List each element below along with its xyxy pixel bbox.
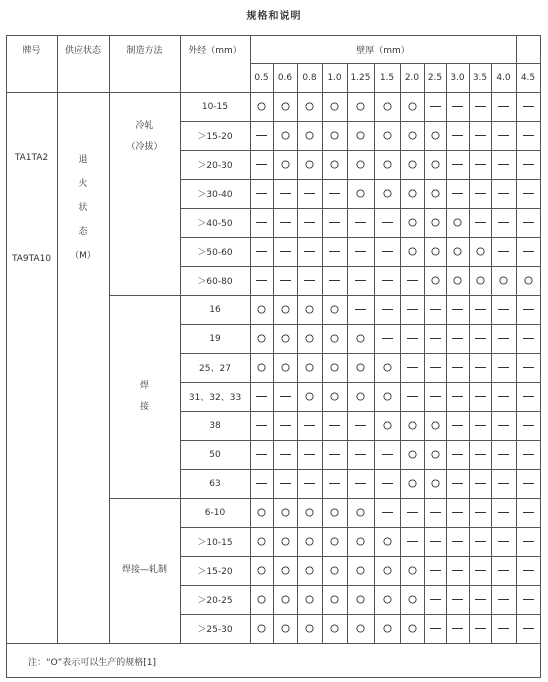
available-mark [400, 179, 424, 208]
unavailable-mark [516, 150, 540, 179]
unavailable-mark [297, 179, 322, 208]
outer-diameter-cell: ＞30-40 [197, 190, 233, 200]
grade-label: TA9TA10 [11, 254, 52, 264]
grade-cell [6, 92, 57, 643]
available-mark [347, 585, 374, 614]
unavailable-mark [273, 382, 297, 411]
unavailable-mark [297, 469, 322, 498]
unavailable-mark [374, 498, 400, 527]
outer-diameter-cell: 38 [209, 420, 221, 431]
available-mark [400, 237, 424, 266]
unavailable-mark [516, 614, 540, 643]
available-mark [469, 266, 491, 295]
header-wall-0.6: 0.6 [277, 72, 293, 83]
unavailable-mark [469, 208, 491, 237]
available-mark [250, 324, 273, 353]
unavailable-mark [400, 324, 424, 353]
available-mark [322, 150, 347, 179]
available-mark [322, 121, 347, 150]
unavailable-mark [469, 295, 491, 324]
available-mark [250, 614, 273, 643]
unavailable-mark [322, 208, 347, 237]
unavailable-mark [424, 556, 446, 585]
header-outer-diameter: 外经（mm） [188, 45, 242, 56]
unavailable-mark [347, 469, 374, 498]
unavailable-mark [250, 179, 273, 208]
unavailable-mark [491, 92, 516, 121]
available-mark [400, 92, 424, 121]
unavailable-mark [250, 411, 273, 440]
unavailable-mark [424, 498, 446, 527]
supply-state-char: 退 [78, 155, 88, 165]
available-mark [322, 527, 347, 556]
available-mark [322, 92, 347, 121]
unavailable-mark [491, 150, 516, 179]
available-mark [250, 556, 273, 585]
unavailable-mark [491, 440, 516, 469]
unavailable-mark [491, 179, 516, 208]
unavailable-mark [491, 498, 516, 527]
available-mark [273, 527, 297, 556]
unavailable-mark [424, 382, 446, 411]
available-mark [273, 614, 297, 643]
available-mark [374, 92, 400, 121]
unavailable-mark [424, 585, 446, 614]
unavailable-mark [446, 121, 469, 150]
unavailable-mark [446, 150, 469, 179]
unavailable-mark [374, 237, 400, 266]
available-mark [400, 411, 424, 440]
unavailable-mark [273, 411, 297, 440]
unavailable-mark [469, 121, 491, 150]
unavailable-mark [322, 266, 347, 295]
available-mark [297, 614, 322, 643]
unavailable-mark [516, 353, 540, 382]
unavailable-mark [322, 237, 347, 266]
available-mark [322, 498, 347, 527]
available-mark [297, 556, 322, 585]
unavailable-mark [516, 92, 540, 121]
header-wall-1.25: 1.25 [350, 72, 371, 83]
outer-diameter-cell: ＞40-50 [197, 219, 233, 229]
available-mark [273, 324, 297, 353]
available-mark [374, 150, 400, 179]
available-mark [322, 295, 347, 324]
header-wall-1.5: 1.5 [379, 72, 395, 83]
unavailable-mark [516, 121, 540, 150]
supply-state-char: 态 [78, 227, 88, 237]
unavailable-mark [250, 266, 273, 295]
unavailable-mark [424, 324, 446, 353]
available-mark [374, 556, 400, 585]
available-mark [424, 266, 446, 295]
available-mark [347, 382, 374, 411]
available-mark [446, 208, 469, 237]
unavailable-mark [250, 150, 273, 179]
available-mark [322, 382, 347, 411]
header-top-right-divider [516, 35, 517, 63]
supply-state-char: （M） [70, 251, 96, 261]
supply-state-char: 火 [78, 179, 88, 189]
available-mark [400, 614, 424, 643]
unavailable-mark [516, 382, 540, 411]
available-mark [347, 527, 374, 556]
unavailable-mark [469, 382, 491, 411]
unavailable-mark [400, 266, 424, 295]
unavailable-mark [469, 92, 491, 121]
unavailable-mark [446, 469, 469, 498]
unavailable-mark [374, 208, 400, 237]
unavailable-mark [446, 382, 469, 411]
available-mark [250, 585, 273, 614]
available-mark [446, 237, 469, 266]
header-wall-3.5: 3.5 [472, 72, 488, 83]
available-mark [400, 556, 424, 585]
outer-diameter-cell: ＞20-25 [197, 596, 233, 606]
unavailable-mark [446, 614, 469, 643]
available-mark [400, 150, 424, 179]
unavailable-mark [400, 498, 424, 527]
unavailable-mark [516, 527, 540, 556]
unavailable-mark [469, 179, 491, 208]
unavailable-mark [347, 266, 374, 295]
available-mark [347, 324, 374, 353]
outer-diameter-cell: 31、32、33 [188, 393, 242, 403]
available-mark [297, 295, 322, 324]
unavailable-mark [446, 556, 469, 585]
available-mark [374, 382, 400, 411]
available-mark [400, 208, 424, 237]
outer-diameter-cell: ＞20-30 [197, 161, 233, 171]
unavailable-mark [491, 411, 516, 440]
unavailable-mark [446, 440, 469, 469]
unavailable-mark [297, 208, 322, 237]
available-mark [322, 614, 347, 643]
unavailable-mark [424, 295, 446, 324]
outer-diameter-cell: ＞10-15 [197, 538, 233, 548]
method-label: 冷轧 [135, 121, 154, 131]
unavailable-mark [273, 237, 297, 266]
available-mark [400, 469, 424, 498]
available-mark [250, 498, 273, 527]
available-mark [322, 556, 347, 585]
unavailable-mark [516, 585, 540, 614]
unavailable-mark [273, 469, 297, 498]
method-label: （冷拔） [126, 142, 163, 152]
outer-diameter-cell: 10-15 [201, 101, 229, 112]
unavailable-mark [469, 411, 491, 440]
method-label: 接 [139, 401, 149, 412]
header-supply-state: 供应状态 [64, 45, 101, 56]
unavailable-mark [250, 440, 273, 469]
unavailable-mark [250, 382, 273, 411]
outer-diameter-cell: 63 [209, 478, 221, 489]
unavailable-mark [424, 92, 446, 121]
unavailable-mark [469, 614, 491, 643]
unavailable-mark [446, 411, 469, 440]
table-title: 规格和说明 [246, 11, 302, 22]
unavailable-mark [273, 266, 297, 295]
unavailable-mark [424, 353, 446, 382]
unavailable-mark [516, 411, 540, 440]
unavailable-mark [491, 324, 516, 353]
available-mark [250, 527, 273, 556]
available-mark [297, 150, 322, 179]
available-mark [400, 121, 424, 150]
method-label: 焊接—轧制 [121, 565, 167, 575]
unavailable-mark [491, 208, 516, 237]
available-mark [374, 121, 400, 150]
outer-diameter-cell: 16 [209, 304, 221, 315]
supply-state-cell [57, 92, 109, 643]
unavailable-mark [469, 527, 491, 556]
unavailable-mark [491, 237, 516, 266]
unavailable-mark [322, 440, 347, 469]
available-mark [424, 150, 446, 179]
available-mark [297, 498, 322, 527]
header-wall-3.0: 3.0 [450, 72, 465, 83]
header-wall-1.0: 1.0 [327, 72, 342, 83]
unavailable-mark [374, 295, 400, 324]
unavailable-mark [250, 121, 273, 150]
outer-diameter-cell: 50 [209, 449, 221, 460]
available-mark [424, 208, 446, 237]
unavailable-mark [469, 150, 491, 179]
available-mark [273, 353, 297, 382]
available-mark [347, 92, 374, 121]
unavailable-mark [297, 266, 322, 295]
unavailable-mark [250, 237, 273, 266]
outer-diameter-cell: 19 [209, 333, 221, 344]
unavailable-mark [469, 498, 491, 527]
available-mark [374, 527, 400, 556]
available-mark [297, 585, 322, 614]
unavailable-mark [516, 179, 540, 208]
unavailable-mark [297, 237, 322, 266]
available-mark [374, 411, 400, 440]
grade-label: TA1TA2 [14, 153, 49, 163]
available-mark [347, 556, 374, 585]
available-mark [374, 614, 400, 643]
unavailable-mark [347, 295, 374, 324]
supply-state-char: 状 [78, 203, 88, 213]
available-mark [347, 150, 374, 179]
header-wall-0.5: 0.5 [254, 72, 269, 83]
unavailable-mark [469, 469, 491, 498]
unavailable-mark [400, 527, 424, 556]
available-mark [273, 121, 297, 150]
available-mark [297, 382, 322, 411]
header-wall-4.5: 4.5 [520, 72, 536, 83]
outer-diameter-cell: 25、27 [199, 364, 231, 374]
available-mark [273, 556, 297, 585]
available-mark [400, 440, 424, 469]
unavailable-mark [374, 266, 400, 295]
unavailable-mark [446, 179, 469, 208]
available-mark [322, 353, 347, 382]
header-manufacture-method: 制造方法 [126, 45, 163, 56]
unavailable-mark [250, 208, 273, 237]
unavailable-mark [469, 585, 491, 614]
unavailable-mark [424, 527, 446, 556]
unavailable-mark [516, 556, 540, 585]
header-grade: 牌号 [22, 45, 41, 56]
unavailable-mark [491, 382, 516, 411]
available-mark [374, 353, 400, 382]
method-cell [109, 92, 180, 295]
unavailable-mark [400, 353, 424, 382]
outer-diameter-cell: 6-10 [204, 507, 226, 518]
unavailable-mark [446, 353, 469, 382]
unavailable-mark [491, 121, 516, 150]
unavailable-mark [446, 527, 469, 556]
available-mark [273, 92, 297, 121]
unavailable-mark [400, 295, 424, 324]
available-mark [273, 585, 297, 614]
unavailable-mark [347, 237, 374, 266]
available-mark [297, 353, 322, 382]
available-mark [297, 92, 322, 121]
available-mark [424, 237, 446, 266]
unavailable-mark [297, 440, 322, 469]
unavailable-mark [400, 382, 424, 411]
unavailable-mark [347, 411, 374, 440]
available-mark [347, 614, 374, 643]
available-mark [424, 411, 446, 440]
header-wall-2.5: 2.5 [427, 72, 443, 83]
available-mark [273, 150, 297, 179]
unavailable-mark [469, 556, 491, 585]
unavailable-mark [516, 440, 540, 469]
unavailable-mark [491, 585, 516, 614]
unavailable-mark [273, 208, 297, 237]
unavailable-mark [273, 440, 297, 469]
available-mark [491, 266, 516, 295]
unavailable-mark [491, 295, 516, 324]
unavailable-mark [297, 411, 322, 440]
unavailable-mark [446, 498, 469, 527]
unavailable-mark [516, 498, 540, 527]
header-wall-thickness: 壁厚（mm） [356, 45, 410, 56]
unavailable-mark [446, 295, 469, 324]
unavailable-mark [347, 208, 374, 237]
method-label: 焊 [139, 380, 149, 391]
available-mark [424, 121, 446, 150]
header-wall-2.0: 2.0 [404, 72, 420, 83]
unavailable-mark [469, 324, 491, 353]
available-mark [400, 585, 424, 614]
available-mark [516, 266, 540, 295]
available-mark [322, 585, 347, 614]
table-body-bottom-line [6, 643, 540, 644]
unavailable-mark [469, 353, 491, 382]
unavailable-mark [491, 556, 516, 585]
available-mark [347, 498, 374, 527]
unavailable-mark [516, 208, 540, 237]
table-border-right [540, 35, 541, 677]
available-mark [250, 92, 273, 121]
table-note: 注：“O”表示可以生产的规格[1] [28, 658, 157, 668]
unavailable-mark [446, 324, 469, 353]
unavailable-mark [322, 469, 347, 498]
header-wall-0.8: 0.8 [302, 72, 317, 83]
available-mark [424, 469, 446, 498]
header-wall-4.0: 4.0 [496, 72, 511, 83]
unavailable-mark [516, 324, 540, 353]
unavailable-mark [273, 179, 297, 208]
available-mark [347, 353, 374, 382]
method-cell [109, 295, 180, 498]
unavailable-mark [322, 179, 347, 208]
unavailable-mark [491, 527, 516, 556]
unavailable-mark [424, 614, 446, 643]
available-mark [347, 179, 374, 208]
unavailable-mark [446, 92, 469, 121]
available-mark [250, 353, 273, 382]
outer-diameter-cell: ＞25-30 [197, 625, 233, 635]
unavailable-mark [374, 440, 400, 469]
available-mark [297, 121, 322, 150]
outer-diameter-cell: ＞15-20 [197, 132, 233, 142]
available-mark [297, 324, 322, 353]
available-mark [424, 179, 446, 208]
unavailable-mark [347, 440, 374, 469]
outer-diameter-cell: ＞50-60 [197, 248, 233, 258]
unavailable-mark [516, 295, 540, 324]
unavailable-mark [491, 614, 516, 643]
unavailable-mark [516, 237, 540, 266]
available-mark [374, 179, 400, 208]
unavailable-mark [250, 469, 273, 498]
unavailable-mark [491, 353, 516, 382]
unavailable-mark [446, 585, 469, 614]
unavailable-mark [322, 411, 347, 440]
available-mark [273, 498, 297, 527]
available-mark [322, 324, 347, 353]
method-cell [109, 498, 180, 643]
available-mark [374, 585, 400, 614]
unavailable-mark [516, 469, 540, 498]
available-mark [250, 295, 273, 324]
outer-diameter-cell: ＞60-80 [197, 277, 233, 287]
available-mark [469, 237, 491, 266]
available-mark [424, 440, 446, 469]
available-mark [273, 295, 297, 324]
outer-diameter-cell: ＞15-20 [197, 567, 233, 577]
table-border-bottom [6, 677, 541, 678]
available-mark [446, 266, 469, 295]
unavailable-mark [374, 469, 400, 498]
unavailable-mark [491, 469, 516, 498]
available-mark [297, 527, 322, 556]
unavailable-mark [469, 440, 491, 469]
unavailable-mark [374, 324, 400, 353]
available-mark [347, 121, 374, 150]
